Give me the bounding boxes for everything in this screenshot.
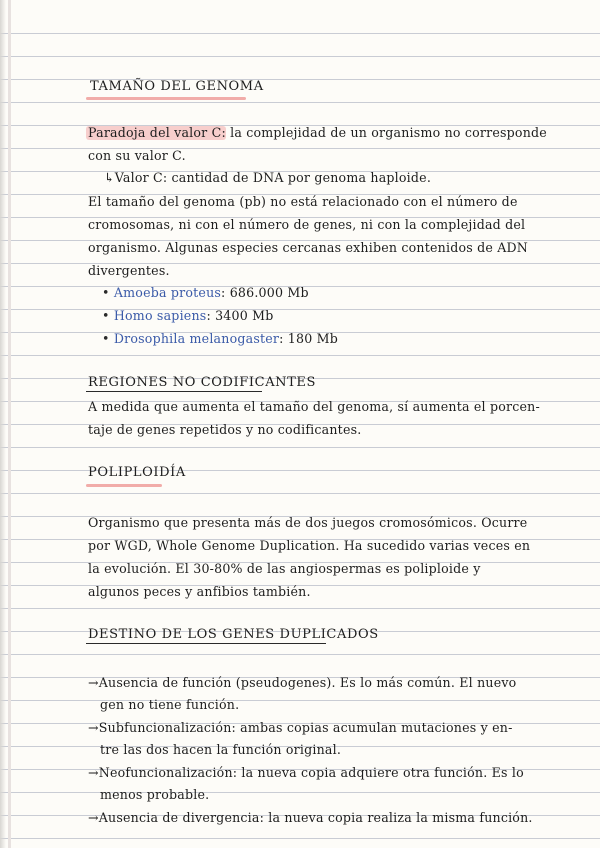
margin-line	[8, 0, 11, 848]
bullet-icon: •	[102, 285, 114, 300]
intro-line-2: con su valor C.	[88, 148, 186, 163]
section-title-poliploidia: POLIPLOIDÍA	[88, 465, 186, 480]
paragraph-line: organismo. Algunas especies cercanas exhiben contenidos de ADN	[88, 240, 529, 255]
section3-line: por WGD, Whole Genome Duplication. Ha sucedido varias veces en	[88, 538, 531, 553]
section-title-underline-red	[86, 484, 162, 487]
arrow-right-icon: →	[88, 675, 99, 690]
subnote	[104, 170, 431, 185]
fate-item-text: Ausencia de divergencia: la nueva copia realiza la misma función.	[98, 810, 533, 825]
fate-item	[88, 675, 516, 690]
section3-line: algunos peces y anfibios también.	[88, 584, 311, 599]
species-name: Drosophila melanogaster	[113, 331, 280, 346]
page-edge-shadow	[0, 0, 6, 848]
fate-item-continuation: tre las dos hacen la función original.	[100, 742, 342, 757]
section2-line: taje de genes repetidos y no codificantes.	[88, 422, 362, 437]
section3-line: Organismo que presenta más de dos juegos cromosómicos. Ocurre	[88, 515, 528, 530]
species-value: : 686.000 Mb	[221, 285, 309, 300]
intro-line-1-rest: : la complejidad de un organismo no corresponde	[221, 125, 547, 140]
fate-item	[88, 720, 513, 735]
intro-line-1	[88, 125, 547, 140]
paragraph-line: El tamaño del genoma (pb) no está relacionado con el número de	[88, 194, 518, 209]
species-name: Amoeba proteus	[113, 285, 222, 300]
bullet-icon: •	[102, 331, 114, 346]
fate-item-text: Ausencia de función (pseudogenes). Es lo más común. El nuevo	[98, 675, 517, 690]
fate-item	[88, 765, 524, 780]
species-name: Homo sapiens	[113, 308, 207, 323]
section2-line: A medida que aumenta el tamaño del genoma, sí aumenta el porcen-	[88, 399, 540, 414]
example-item	[102, 285, 309, 300]
section3-line: la evolución. El 30-80% de las angiospermas es poliploide y	[88, 561, 481, 576]
section-title-underline	[86, 391, 262, 392]
fate-item-text: Neofuncionalización: la nueva copia adquiere otra función. Es lo	[98, 765, 524, 780]
species-value: : 180 Mb	[279, 331, 338, 346]
bullet-icon: •	[102, 308, 114, 323]
page-title: TAMAÑO DEL GENOMA	[90, 79, 264, 94]
arrow-right-icon: →	[88, 765, 99, 780]
arrow-right-icon: →	[88, 810, 99, 825]
fate-item-continuation: gen no tiene función.	[100, 697, 240, 712]
paragraph-line: cromosomas, ni con el número de genes, ni con la complejidad del	[88, 217, 526, 232]
subnote-text: Valor C: cantidad de DNA por genoma haploide.	[114, 170, 432, 185]
section-title-underline	[86, 643, 326, 644]
corner-arrow-icon: ↳	[104, 170, 115, 185]
title-underline	[86, 97, 246, 100]
fate-item-continuation: menos probable.	[100, 787, 210, 802]
species-value: : 3400 Mb	[206, 308, 274, 323]
example-item	[102, 308, 274, 323]
example-item	[102, 331, 338, 346]
arrow-right-icon: →	[88, 720, 99, 735]
fate-item	[88, 810, 533, 825]
paragraph-line: divergentes.	[88, 263, 170, 278]
highlighted-term: Paradoja del valor C	[88, 125, 222, 140]
section-title-regiones: REGIONES NO CODIFICANTES	[88, 375, 317, 390]
section-title-destino: DESTINO DE LOS GENES DUPLICADOS	[88, 627, 379, 642]
fate-item-text: Subfuncionalización: ambas copias acumulan mutaciones y en-	[98, 720, 513, 735]
